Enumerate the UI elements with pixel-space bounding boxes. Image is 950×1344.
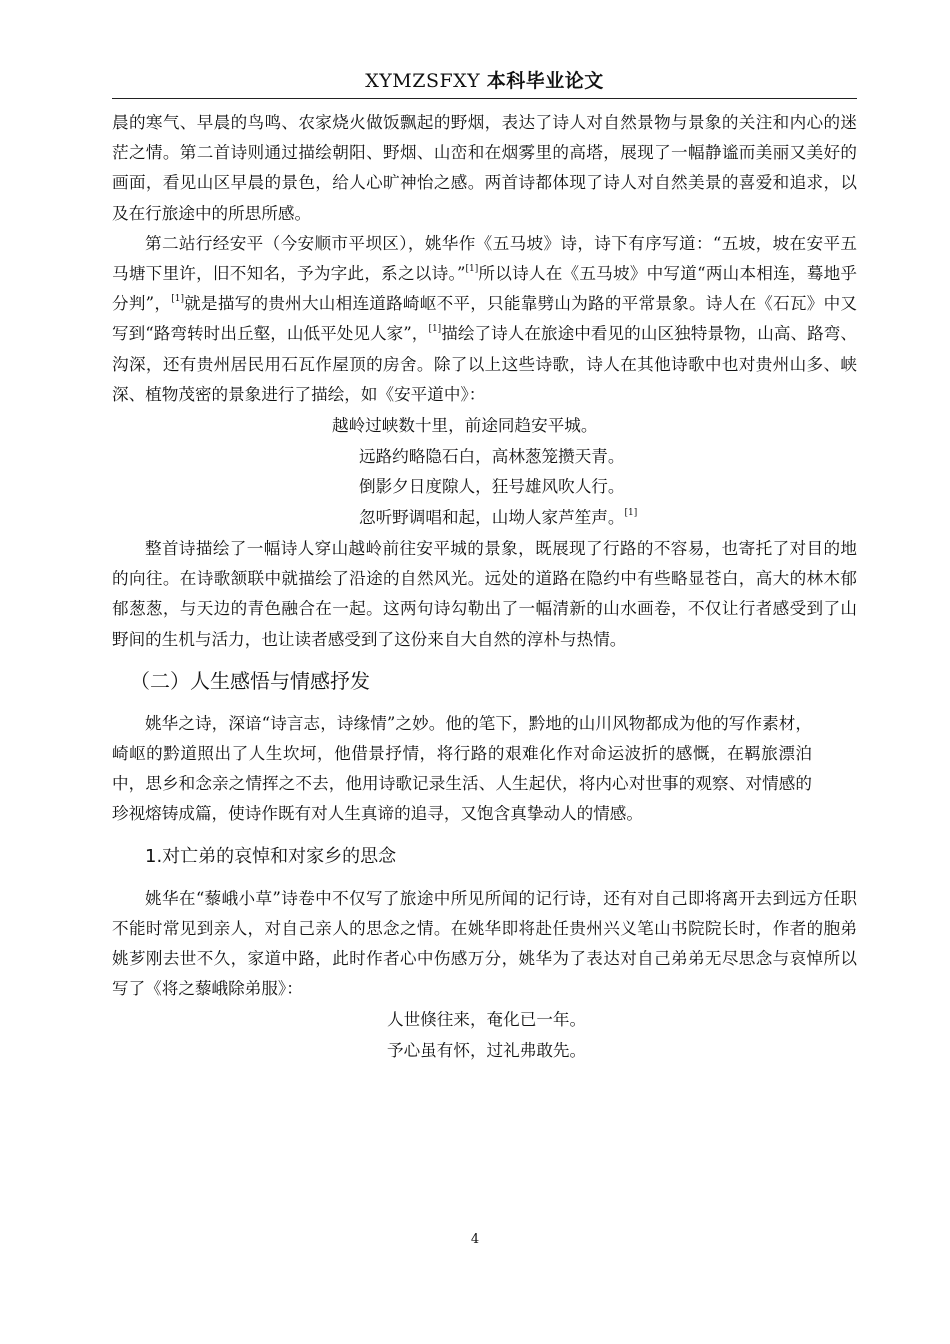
paragraph-1: 晨的寒气、早晨的鸟鸣、农家烧火做饭飘起的野烟，表达了诗人对自然景物与景象的关注和内心的迷茫之情。第二首诗则通过描绘朝阳、野烟、山峦和在烟雾里的高塔，展现了一幅静谧而美丽又美好的画面，看见山区早晨的景色，给人心旷神怡之感。两首诗都体现了诗人对自然美景的喜爱和追求，以及在行旅途中的所思所感。 <box>112 113 857 223</box>
poem-line: 人世倏往来，奄化已一年。 <box>387 1010 587 1030</box>
paragraph-4: 姚华之诗，深谙“诗言志，诗缘情”之妙。他的笔下，黔地的山川风物都成为他的写作素材，崎岖的黔道照出了人生坎坷，他借景抒情，将行路的艰难化作对命运波折的感慨，在羁旅漂泊中，思乡和念亲之情挥之不去，他用诗歌记录生活、人生起伏，将内心对世事的观察、对情感的珍视熔铸成篇，使诗作既有对人生真谛的追寻，又饱含真挚动人的情感。 <box>112 713 812 824</box>
poem-line <box>112 503 857 534</box>
running-header <box>112 66 857 93</box>
header-latin: XYMZSFXY <box>365 70 481 92</box>
poem-line-text: 忽听野调唱和起，山坳人家芦笙声。 <box>359 507 625 527</box>
paragraph-2-part-c: 就是描写的贵州大山相连道路崎岖不平，只能靠劈山为路的平常景象。诗人在《石瓦》中又写到“路弯转时出丘壑，山低平处见人家”， <box>112 294 858 344</box>
paragraph-3: 整首诗描绘了一幅诗人穿山越岭前往安平城的景象，既展现了行路的不容易，也寄托了对目的地的向往。在诗歌颔联中就描绘了沿途的自然风光。远处的道路在隐约中有些略显苍白，高大的林木郁郁葱葱，与天边的青色融合在一起。这两句诗勾勒出了一幅清新的山水画卷，不仅让行者感受到了山野间的生机与活力，也让读者感受到了这份来自大自然的淳朴与热情。 <box>112 539 857 649</box>
section-heading: （二）人生感悟与情感抒发 <box>130 668 370 693</box>
citation-4: [1] <box>624 507 638 518</box>
paragraph-2-part-a: 第二站行经安平（今安顺市平坝区），姚华作《五马坡》诗，诗下有序写道：“五坡，坡在安平五马塘下里许，旧不知名，予为字此，系之以诗。” <box>112 233 857 284</box>
paragraph-5: 姚华在“藜峨小草”诗卷中不仅写了旅途中所见所闻的记行诗，还有对自己即将离开去到远方任职不能时常见到亲人，对自己亲人的思念之情。在姚华即将赴任贵州兴义笔山书院院长时，作者的胞弟姚芗刚去世不久，家道中路，此时作者心中伤感万分，姚华为了表达对自己弟弟无尽思念与哀悼所以写了《将之藜峨除弟服》： <box>112 888 857 999</box>
citation-3: [1] <box>428 324 442 335</box>
header-chinese: 本科毕业论文 <box>486 70 604 92</box>
citation-1: [1] <box>465 264 479 275</box>
poem-anping <box>112 410 857 534</box>
poem-line: 倒影夕日度隙人，狂号雄风吹人行。 <box>359 477 625 497</box>
body-text <box>112 108 857 1066</box>
page-number: 4 <box>470 1232 480 1247</box>
poem-line: 予心虽有怀，过礼弗敢先。 <box>387 1040 587 1060</box>
poem-brother <box>112 1004 857 1066</box>
paragraph-2-part-d: 描绘了诗人在旅途中看见的山区独特景物，山高、路弯、沟深，还有贵州居民用石瓦作屋顶的房舍。除了以上这些诗歌，诗人在其他诗歌中也对贵州山多、峡深、植物茂密的景象进行了描绘，如《安平道中》： <box>112 324 858 404</box>
paragraph-2 <box>112 229 857 410</box>
citation-2: [1] <box>171 294 184 305</box>
paragraph-2-part-b: 所以诗人在《五马坡》中写道“两山本相连，蓦地乎分判”， <box>112 264 857 314</box>
poem-line: 远路约略隐石白，高林葱笼攒天青。 <box>359 446 625 466</box>
header-rule <box>112 98 857 99</box>
poem-line: 越岭过峡数十里，前途同趋安平城。 <box>332 416 598 436</box>
subsection-heading: 1.对亡弟的哀悼和对家乡的思念 <box>145 845 397 867</box>
